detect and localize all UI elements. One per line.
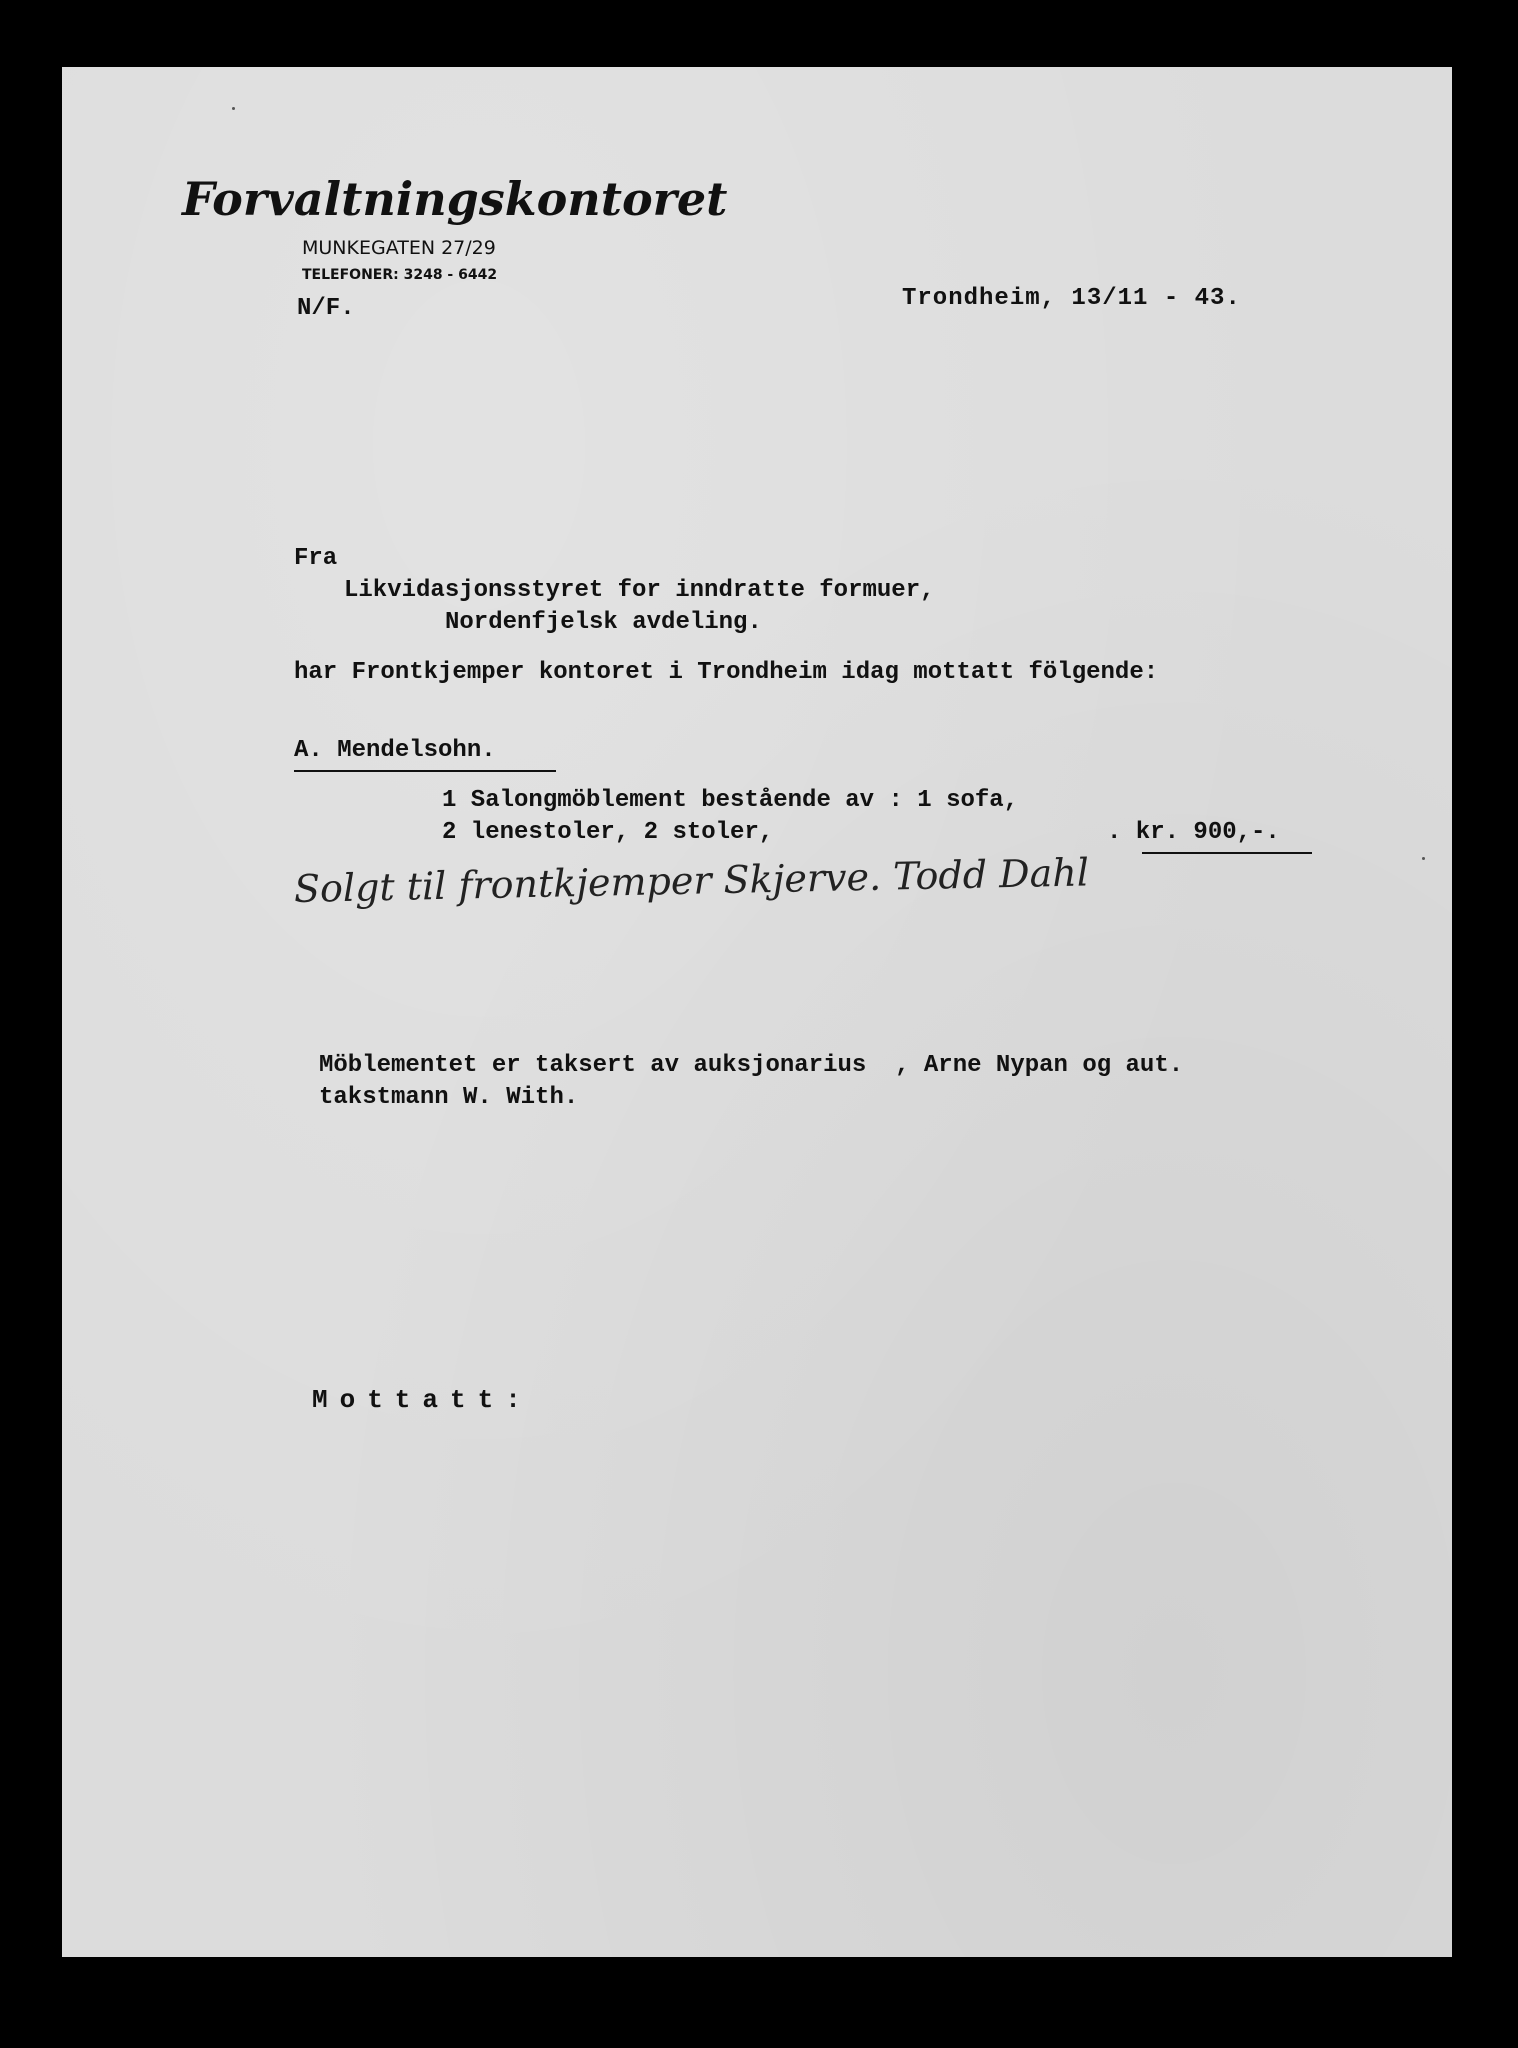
letterhead-title: Forvaltningskontoret [182,172,728,226]
appraisal-line1: Möblementet er taksert av auksjonarius , Arne Nypan og aut. [319,1052,1184,1079]
received-label: Mottatt: [312,1385,533,1415]
from-label: Fra [294,545,338,572]
handwritten-note: Solgt til frontkjemper Skjerve. Todd Dahl [293,850,1090,911]
paper-speck [1422,857,1425,860]
paper-speck [232,107,235,110]
reference-code: N/F. [297,295,355,322]
item-description-line2: 2 lenestoler, 2 stoler, [442,819,774,846]
letterhead-phones: TELEFONER: 3248 - 6442 [302,267,498,283]
from-organization: Likvidasjonsstyret for inndratte formuer, [344,577,935,604]
item-description-line1: 1 Salongmöblement bestående av : 1 sofa, [442,787,1019,814]
owner-name: A. Mendelsohn. [294,737,496,764]
letter-date: Trondheim, 13/11 - 43. [902,285,1241,312]
paper-sheet [62,67,1452,1957]
appraisal-line2: takstmann W. With. [319,1084,579,1111]
letterhead-address: MUNKEGATEN 27/29 [302,237,496,259]
item-price: . kr. 900,-. [1107,819,1280,846]
owner-underline [294,770,556,772]
from-department: Nordenfjelsk avdeling. [445,609,762,636]
price-underline [1142,852,1312,854]
receipt-statement: har Frontkjemper kontoret i Trondheim idag mottatt fölgende: [294,659,1159,686]
